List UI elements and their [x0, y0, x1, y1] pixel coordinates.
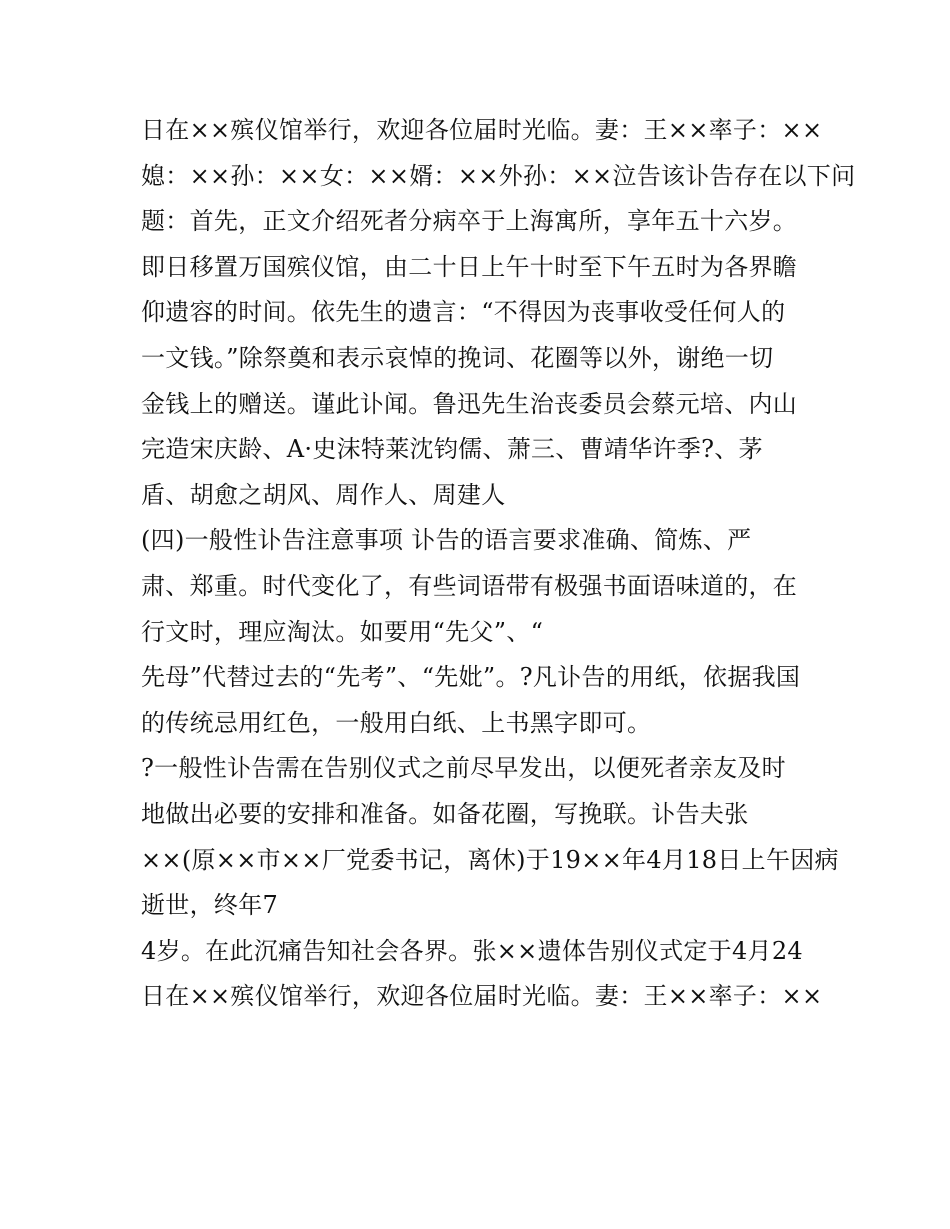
text-line-9: 盾、胡愈之胡风、周作人、周建人	[141, 480, 506, 509]
text-line-12: 行文时，理应淘汰。如要用“先父”、“	[141, 617, 544, 646]
text-line-8: 完造宋庆龄、A·史沫特莱沈钧儒、萧三、曹靖华许季?、茅	[141, 435, 763, 464]
text-line-19: 4岁。在此沉痛告知社会各界。张××遗体告别仪式定于4月24	[141, 936, 803, 965]
text-line-10: (四)一般性讣告注意事项 讣告的语言要求准确、简炼、严	[141, 526, 752, 555]
text-line-1: 日在××殡仪馆举行，欢迎各位届时光临。妻：王××率子：××	[141, 116, 823, 144]
text-line-13: 先母”代替过去的“先考”、“先妣”。?凡讣告的用纸，依据我国	[141, 663, 801, 692]
text-line-6: 一文钱。”除祭奠和表示哀悼的挽词、花圈等以外，谢绝一切	[141, 343, 774, 372]
text-line-3: 题：首先，正文介绍死者分病卒于上海寓所，享年五十六岁。	[141, 207, 798, 236]
text-line-20: 日在××殡仪馆举行，欢迎各位届时光临。妻：王××率子：××	[141, 982, 823, 1011]
text-line-2: 媳：××孙：××女：××婿：××外孙：××泣告该讣告存在以下问	[141, 161, 856, 190]
text-line-11: 肃、郑重。时代变化了，有些词语带有极强书面语味道的，在	[141, 571, 798, 600]
text-line-5: 仰遗容的时间。依先生的遗言：“不得因为丧事收受任何人的	[141, 298, 786, 327]
text-line-18: 逝世，终年7	[141, 891, 279, 920]
text-line-4: 即日移置万国殡仪馆，由二十日上午十时至下午五时为各界瞻	[141, 252, 798, 281]
text-line-16: 地做出必要的安排和准备。如备花圈，写挽联。讣告夫张	[141, 799, 749, 828]
text-line-14: 的传统忌用红色，一般用白纸、上书黑字即可。	[141, 708, 652, 737]
text-line-17: ××(原××市××厂党委书记，离休)于19××年4月18日上午因病	[141, 845, 839, 874]
body-text	[141, 108, 856, 1020]
text-line-7: 金钱上的赠送。谨此讣闻。鲁迅先生治丧委员会蔡元培、内山	[141, 389, 798, 418]
text-line-15: ?一般性讣告需在告别仪式之前尽早发出，以便死者亲友及时	[141, 754, 786, 783]
